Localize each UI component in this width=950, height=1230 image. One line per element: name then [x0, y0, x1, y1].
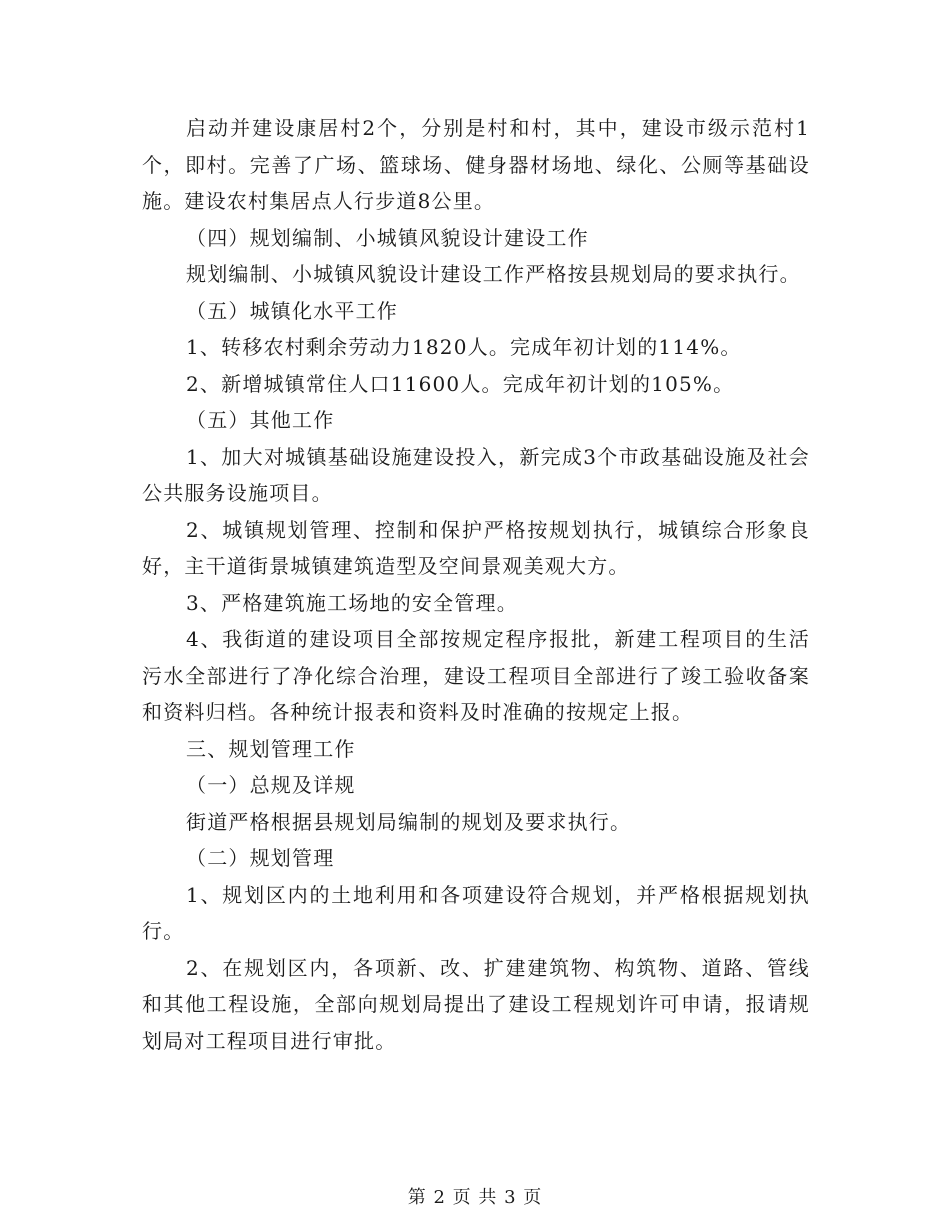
paragraph-planning-management-control: 2、城镇规划管理、控制和保护严格按规划执行，城镇综合形象良好，主干道街景城镇建筑造型及空间景观美观大方。 [142, 517, 810, 578]
document-body [142, 110, 810, 1059]
paragraph-new-urban-population: 2、新增城镇常住人口11600人。完成年初计划的105%。 [186, 371, 735, 396]
paragraph-land-use: 1、规划区内的土地利用和各项建设符合规划，并严格根据规划执行。 [142, 882, 810, 943]
heading-planning-management-work: 三、规划管理工作 [186, 736, 356, 761]
paragraph-project-approval: 4、我街道的建设项目全部按规定程序报批，新建工程项目的生活污水全部进行了净化综合治理，建设工程项目全部进行了竣工验收备案和资料归档。各种统计报表和资料及时准确的按规定上报。 [142, 627, 810, 724]
paragraph-construction-safety: 3、严格建筑施工场地的安全管理。 [186, 590, 518, 615]
paragraph-labor-transfer: 1、转移农村剩余劳动力1820人。完成年初计划的114%。 [186, 335, 742, 359]
heading-planning-compilation: （四）规划编制、小城镇风貌设计建设工作 [186, 225, 589, 250]
paragraph-kangju-village: 启动并建设康居村2个，分别是村和村，其中，建设市级示范村1个，即村。完善了广场、篮球场、健身器材场地、绿化、公厕等基础设施。建设农村集居点人行步道8公里。 [142, 116, 810, 213]
paragraph-planning-permit: 2、在规划区内，各项新、改、扩建建筑物、构筑物、道路、管线和其他工程设施，全部向规划局提出了建设工程规划许可申请，报请规划局对工程项目进行审批。 [142, 955, 810, 1053]
heading-other-work: （五）其他工作 [186, 408, 335, 432]
heading-master-detailed-plan: （一）总规及详规 [186, 773, 356, 797]
heading-planning-management: （二）规划管理 [186, 846, 335, 870]
heading-urbanization-level: （五）城镇化水平工作 [186, 298, 398, 323]
paragraph-master-detailed-plan: 街道严格根据县规划局编制的规划及要求执行。 [186, 809, 632, 834]
paragraph-planning-compilation: 规划编制、小城镇风貌设计建设工作严格按县规划局的要求执行。 [186, 262, 801, 286]
paragraph-infrastructure-investment: 1、加大对城镇基础设施建设投入，新完成3个市政基础设施及社会公共服务设施项目。 [142, 444, 810, 505]
page-footer: 第 2 页 共 3 页 [407, 1187, 543, 1208]
